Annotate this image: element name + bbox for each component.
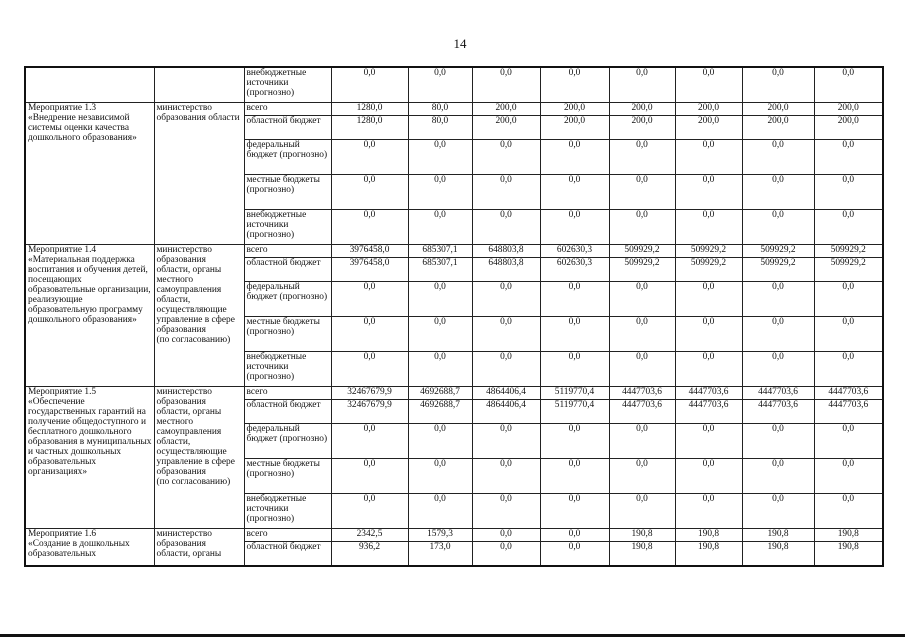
value-cell: 0,0 [609,352,675,387]
value-cell: 190,8 [814,542,883,567]
value-cell: 0,0 [742,317,814,352]
value-cell: 0,0 [609,459,675,494]
value-cell: 200,0 [472,116,540,140]
value-cell: 0,0 [540,175,609,210]
executor-cell: министерство образования области [154,103,244,245]
value-cell: 1280,0 [331,103,408,116]
value-cell: 509929,2 [675,245,742,258]
funding-source-cell: федеральный бюджет (прогнозно) [244,282,331,317]
value-cell: 0,0 [331,67,408,103]
value-cell: 200,0 [814,103,883,116]
value-cell: 602630,3 [540,245,609,258]
value-cell: 0,0 [675,67,742,103]
value-cell: 0,0 [331,210,408,245]
value-cell: 685307,1 [408,258,472,282]
funding-source-cell: всего [244,387,331,400]
funding-source-cell: всего [244,103,331,116]
value-cell: 2342,5 [331,529,408,542]
funding-source-cell: внебюджетные источники (прогнозно) [244,352,331,387]
funding-source-cell: местные бюджеты (прогнозно) [244,459,331,494]
value-cell: 0,0 [814,494,883,529]
value-cell: 0,0 [675,459,742,494]
value-cell: 0,0 [675,352,742,387]
value-cell: 0,0 [675,210,742,245]
value-cell: 190,8 [609,542,675,567]
value-cell: 0,0 [814,140,883,175]
value-cell: 0,0 [742,140,814,175]
funding-source-cell: местные бюджеты (прогнозно) [244,175,331,210]
value-cell: 0,0 [675,317,742,352]
value-cell: 80,0 [408,103,472,116]
value-cell: 0,0 [540,282,609,317]
value-cell: 0,0 [814,352,883,387]
value-cell: 0,0 [742,175,814,210]
value-cell: 4447703,6 [609,400,675,424]
funding-source-cell: федеральный бюджет (прогнозно) [244,140,331,175]
value-cell: 0,0 [408,210,472,245]
funding-source-cell: внебюджетные источники (прогнозно) [244,67,331,103]
table-row [25,245,883,258]
value-cell: 0,0 [675,175,742,210]
event-cell: Мероприятие 1.5 «Обеспечение государственных гарантий на получение общедоступного и бесплатного дошкольного образования в муниципальных и частных дошкольных образовательных организациях» [25,387,154,529]
value-cell: 190,8 [742,542,814,567]
value-cell: 200,0 [742,103,814,116]
value-cell: 200,0 [609,103,675,116]
value-cell: 0,0 [331,352,408,387]
value-cell: 0,0 [675,424,742,459]
value-cell: 173,0 [408,542,472,567]
value-cell: 0,0 [540,459,609,494]
value-cell: 0,0 [540,542,609,567]
value-cell: 200,0 [675,103,742,116]
funding-source-cell: областной бюджет [244,400,331,424]
value-cell: 200,0 [609,116,675,140]
value-cell: 0,0 [814,424,883,459]
value-cell: 509929,2 [814,245,883,258]
value-cell: 648803,8 [472,258,540,282]
value-cell: 0,0 [609,210,675,245]
funding-source-cell: областной бюджет [244,258,331,282]
table-row [25,387,883,400]
value-cell: 0,0 [540,317,609,352]
value-cell: 0,0 [814,175,883,210]
value-cell: 0,0 [408,140,472,175]
value-cell: 1280,0 [331,116,408,140]
value-cell: 0,0 [472,317,540,352]
value-cell: 602630,3 [540,258,609,282]
value-cell: 200,0 [540,103,609,116]
value-cell: 0,0 [408,352,472,387]
value-cell: 0,0 [742,459,814,494]
value-cell: 190,8 [609,529,675,542]
bottom-rule [0,634,905,637]
value-cell: 0,0 [540,67,609,103]
value-cell: 5119770,4 [540,387,609,400]
value-cell: 190,8 [742,529,814,542]
value-cell: 4447703,6 [814,400,883,424]
value-cell: 509929,2 [675,258,742,282]
value-cell: 0,0 [814,210,883,245]
event-cell: Мероприятие 1.6 «Создание в дошкольных образовательных [25,529,154,567]
value-cell: 0,0 [814,282,883,317]
value-cell: 0,0 [472,67,540,103]
event-cell [25,67,154,103]
value-cell: 0,0 [742,352,814,387]
value-cell: 0,0 [331,494,408,529]
value-cell: 0,0 [540,140,609,175]
table-row [25,67,883,103]
value-cell: 0,0 [609,424,675,459]
value-cell: 32467679,9 [331,400,408,424]
value-cell: 0,0 [742,282,814,317]
value-cell: 0,0 [472,459,540,494]
funding-source-cell: областной бюджет [244,116,331,140]
value-cell: 0,0 [540,494,609,529]
value-cell: 0,0 [742,424,814,459]
value-cell: 0,0 [540,352,609,387]
value-cell: 32467679,9 [331,387,408,400]
value-cell: 0,0 [472,140,540,175]
value-cell: 0,0 [814,459,883,494]
value-cell: 509929,2 [609,245,675,258]
budget-table [24,66,884,567]
executor-cell: министерство образования области, органы [154,529,244,567]
value-cell: 0,0 [742,210,814,245]
value-cell: 0,0 [472,529,540,542]
value-cell: 0,0 [814,317,883,352]
value-cell: 4447703,6 [609,387,675,400]
funding-source-cell: всего [244,529,331,542]
value-cell: 0,0 [331,424,408,459]
funding-source-cell: всего [244,245,331,258]
value-cell: 3976458,0 [331,245,408,258]
value-cell: 4447703,6 [675,400,742,424]
value-cell: 509929,2 [742,258,814,282]
value-cell: 0,0 [472,424,540,459]
funding-source-cell: внебюджетные источники (прогнозно) [244,210,331,245]
value-cell: 0,0 [408,494,472,529]
value-cell: 0,0 [675,140,742,175]
value-cell: 0,0 [408,175,472,210]
value-cell: 0,0 [408,67,472,103]
value-cell: 509929,2 [742,245,814,258]
event-cell: Мероприятие 1.3 «Внедрение независимой системы оценки качества дошкольного образования» [25,103,154,245]
value-cell: 0,0 [331,175,408,210]
value-cell: 0,0 [814,67,883,103]
value-cell: 4692688,7 [408,400,472,424]
value-cell: 0,0 [675,282,742,317]
value-cell: 190,8 [814,529,883,542]
value-cell: 0,0 [472,282,540,317]
value-cell: 1579,3 [408,529,472,542]
value-cell: 200,0 [742,116,814,140]
value-cell: 936,2 [331,542,408,567]
value-cell: 0,0 [609,317,675,352]
event-cell: Мероприятие 1.4 «Материальная поддержка воспитания и обучения детей, посещающих образовательные организации, реализующие образовательную программу дошкольного образования» [25,245,154,387]
funding-source-cell: местные бюджеты (прогнозно) [244,317,331,352]
value-cell: 4447703,6 [742,400,814,424]
value-cell: 0,0 [540,210,609,245]
value-cell: 0,0 [331,140,408,175]
value-cell: 190,8 [675,542,742,567]
value-cell: 0,0 [331,282,408,317]
value-cell: 200,0 [472,103,540,116]
funding-source-cell: внебюджетные источники (прогнозно) [244,494,331,529]
value-cell: 4447703,6 [675,387,742,400]
value-cell: 0,0 [609,67,675,103]
value-cell: 0,0 [540,424,609,459]
value-cell: 509929,2 [814,258,883,282]
value-cell: 0,0 [472,210,540,245]
value-cell: 0,0 [408,282,472,317]
page-number: 14 [453,36,467,51]
value-cell: 5119770,4 [540,400,609,424]
value-cell: 0,0 [609,140,675,175]
value-cell: 0,0 [472,175,540,210]
executor-cell: министерство образования области, органы местного самоуправления области, осуществляющие управление в сфере образования (по согласованию) [154,387,244,529]
table-row [25,529,883,542]
value-cell: 0,0 [472,542,540,567]
value-cell: 0,0 [675,494,742,529]
value-cell: 0,0 [331,459,408,494]
value-cell: 0,0 [408,317,472,352]
value-cell: 0,0 [609,494,675,529]
funding-source-cell: федеральный бюджет (прогнозно) [244,424,331,459]
executor-cell: министерство образования области, органы местного самоуправления области, осуществляющие управление в сфере образования (по согласованию) [154,245,244,387]
value-cell: 200,0 [540,116,609,140]
value-cell: 0,0 [609,282,675,317]
value-cell: 4864406,4 [472,400,540,424]
value-cell: 0,0 [408,424,472,459]
value-cell: 4692688,7 [408,387,472,400]
value-cell: 0,0 [742,494,814,529]
value-cell: 509929,2 [609,258,675,282]
value-cell: 80,0 [408,116,472,140]
value-cell: 4447703,6 [742,387,814,400]
executor-cell [154,67,244,103]
value-cell: 0,0 [540,529,609,542]
value-cell: 200,0 [814,116,883,140]
value-cell: 0,0 [472,352,540,387]
value-cell: 3976458,0 [331,258,408,282]
value-cell: 648803,8 [472,245,540,258]
value-cell: 0,0 [609,175,675,210]
funding-source-cell: областной бюджет [244,542,331,567]
value-cell: 0,0 [472,494,540,529]
value-cell: 0,0 [742,67,814,103]
value-cell: 685307,1 [408,245,472,258]
value-cell: 0,0 [408,459,472,494]
value-cell: 190,8 [675,529,742,542]
value-cell: 4864406,4 [472,387,540,400]
value-cell: 200,0 [675,116,742,140]
value-cell: 0,0 [331,317,408,352]
table-row [25,103,883,116]
value-cell: 4447703,6 [814,387,883,400]
